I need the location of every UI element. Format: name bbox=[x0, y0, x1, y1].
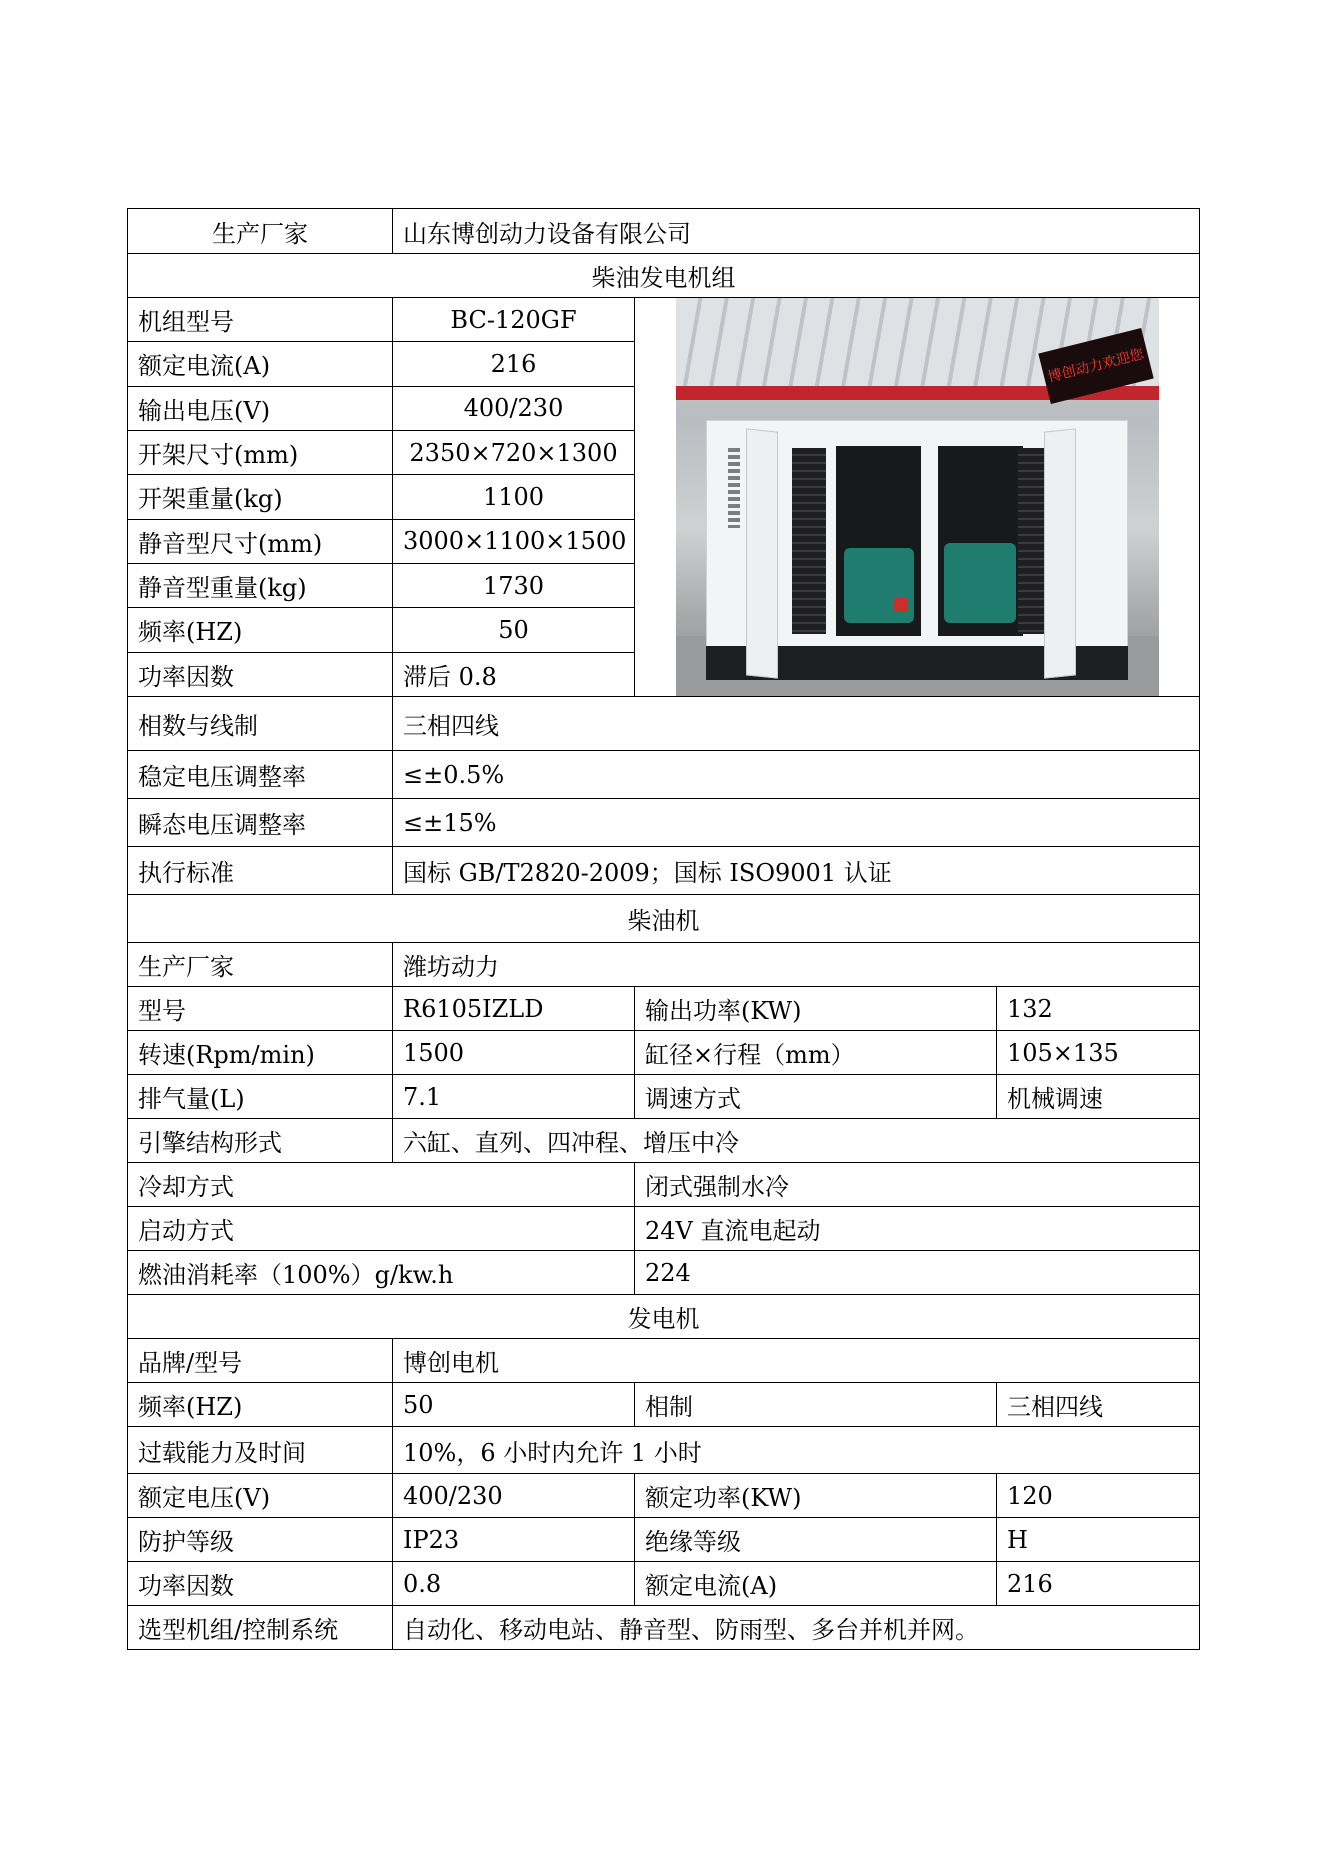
section-genset-title: 柴油发电机组 bbox=[128, 254, 1200, 298]
engine-value: 24V 直流电起动 bbox=[635, 1207, 1200, 1251]
generator-photo bbox=[676, 298, 1159, 696]
alternator-value: 400/230 bbox=[393, 1474, 635, 1518]
genset-value: BC-120GF bbox=[393, 298, 635, 342]
engine-value: 潍坊动力 bbox=[393, 943, 1200, 987]
welcome-sign: 博创动力欢迎您 bbox=[1038, 328, 1153, 404]
genset-value: 1100 bbox=[393, 475, 635, 519]
genset-value: 滞后 0.8 bbox=[393, 652, 635, 696]
table-row bbox=[128, 1518, 1200, 1562]
table-row bbox=[128, 1075, 1200, 1119]
spec-table bbox=[127, 208, 1200, 1650]
engine-label: 输出功率(KW) bbox=[635, 987, 997, 1031]
manufacturer-value: 山东博创动力设备有限公司 bbox=[393, 209, 1200, 254]
alternator-value: 自动化、移动电站、静音型、防雨型、多台并机并网。 bbox=[393, 1606, 1200, 1650]
engine-value: 7.1 bbox=[393, 1075, 635, 1119]
genset-label: 瞬态电压调整率 bbox=[128, 799, 393, 847]
alternator-label: 品牌/型号 bbox=[128, 1339, 393, 1383]
engine-label: 引擎结构形式 bbox=[128, 1119, 393, 1163]
alternator-label: 额定功率(KW) bbox=[635, 1474, 997, 1518]
alternator-value: H bbox=[997, 1518, 1200, 1562]
table-row bbox=[128, 1251, 1200, 1295]
alternator-label: 频率(HZ) bbox=[128, 1383, 393, 1427]
genset-label: 静音型重量(kg) bbox=[128, 563, 393, 607]
engine-label: 调速方式 bbox=[635, 1075, 997, 1119]
table-row bbox=[128, 1474, 1200, 1518]
engine-value: 132 bbox=[997, 987, 1200, 1031]
table-row bbox=[128, 1339, 1200, 1383]
genset-value: 216 bbox=[393, 342, 635, 386]
alternator-label: 过载能力及时间 bbox=[128, 1427, 393, 1474]
section-engine-title: 柴油机 bbox=[128, 895, 1200, 943]
table-row bbox=[128, 1427, 1200, 1474]
genset-label: 额定电流(A) bbox=[128, 342, 393, 386]
alternator-label: 选型机组/控制系统 bbox=[128, 1606, 393, 1650]
engine-label: 冷却方式 bbox=[128, 1163, 635, 1207]
table-row bbox=[128, 1119, 1200, 1163]
table-row bbox=[128, 987, 1200, 1031]
engine-value: 224 bbox=[635, 1251, 1200, 1295]
genset-label: 机组型号 bbox=[128, 298, 393, 342]
genset-value: 三相四线 bbox=[393, 697, 1200, 751]
table-row bbox=[128, 847, 1200, 895]
engine-value: 机械调速 bbox=[997, 1075, 1200, 1119]
alternator-value: 10%，6 小时内允许 1 小时 bbox=[393, 1427, 1200, 1474]
section-header-row bbox=[128, 254, 1200, 298]
genset-value: 国标 GB/T2820-2009；国标 ISO9001 认证 bbox=[393, 847, 1200, 895]
table-row bbox=[128, 943, 1200, 987]
alternator-value: 120 bbox=[997, 1474, 1200, 1518]
engine-value: R6105IZLD bbox=[393, 987, 635, 1031]
table-row bbox=[128, 1163, 1200, 1207]
engine-value: 105×135 bbox=[997, 1031, 1200, 1075]
table-row bbox=[128, 697, 1200, 751]
alternator-value: 50 bbox=[393, 1383, 635, 1427]
genset-label: 相数与线制 bbox=[128, 697, 393, 751]
genset-value: 2350×720×1300 bbox=[393, 430, 635, 474]
table-row bbox=[128, 298, 1200, 342]
alternator-label: 功率因数 bbox=[128, 1562, 393, 1606]
genset-label: 静音型尺寸(mm) bbox=[128, 519, 393, 563]
table-row bbox=[128, 751, 1200, 799]
alternator-value: 216 bbox=[997, 1562, 1200, 1606]
alternator-label: 额定电压(V) bbox=[128, 1474, 393, 1518]
engine-label: 转速(Rpm/min) bbox=[128, 1031, 393, 1075]
engine-value: 闭式强制水冷 bbox=[635, 1163, 1200, 1207]
engine-label: 燃油消耗率（100%）g/kw.h bbox=[128, 1251, 635, 1295]
table-row bbox=[128, 1031, 1200, 1075]
engine-value: 1500 bbox=[393, 1031, 635, 1075]
genset-label: 执行标准 bbox=[128, 847, 393, 895]
table-row bbox=[128, 799, 1200, 847]
engine-label: 启动方式 bbox=[128, 1207, 635, 1251]
genset-value: 1730 bbox=[393, 563, 635, 607]
engine-label: 排气量(L) bbox=[128, 1075, 393, 1119]
product-photo-cell bbox=[635, 298, 1200, 697]
genset-label: 开架重量(kg) bbox=[128, 475, 393, 519]
table-row bbox=[128, 1606, 1200, 1650]
alternator-label: 绝缘等级 bbox=[635, 1518, 997, 1562]
section-header-row bbox=[128, 895, 1200, 943]
alternator-value: 三相四线 bbox=[997, 1383, 1200, 1427]
alternator-value: 博创电机 bbox=[393, 1339, 1200, 1383]
genset-value: ≤±15% bbox=[393, 799, 1200, 847]
engine-value: 六缸、直列、四冲程、增压中冷 bbox=[393, 1119, 1200, 1163]
genset-value: 50 bbox=[393, 608, 635, 652]
alternator-value: 0.8 bbox=[393, 1562, 635, 1606]
manufacturer-label: 生产厂家 bbox=[128, 209, 393, 254]
alternator-label: 防护等级 bbox=[128, 1518, 393, 1562]
genset-label: 频率(HZ) bbox=[128, 608, 393, 652]
engine-label: 缸径×行程（mm） bbox=[635, 1031, 997, 1075]
section-alternator-title: 发电机 bbox=[128, 1295, 1200, 1339]
genset-label: 开架尺寸(mm) bbox=[128, 430, 393, 474]
alternator-value: IP23 bbox=[393, 1518, 635, 1562]
table-row bbox=[128, 1207, 1200, 1251]
genset-value: 3000×1100×1500 bbox=[393, 519, 635, 563]
genset-label: 功率因数 bbox=[128, 652, 393, 696]
genset-label: 稳定电压调整率 bbox=[128, 751, 393, 799]
genset-value: ≤±0.5% bbox=[393, 751, 1200, 799]
alternator-label: 额定电流(A) bbox=[635, 1562, 997, 1606]
table-row bbox=[128, 1383, 1200, 1427]
genset-value: 400/230 bbox=[393, 386, 635, 430]
engine-label: 型号 bbox=[128, 987, 393, 1031]
table-row bbox=[128, 1562, 1200, 1606]
genset-label: 输出电压(V) bbox=[128, 386, 393, 430]
section-header-row bbox=[128, 1295, 1200, 1339]
alternator-label: 相制 bbox=[635, 1383, 997, 1427]
engine-label: 生产厂家 bbox=[128, 943, 393, 987]
table-row bbox=[128, 209, 1200, 254]
